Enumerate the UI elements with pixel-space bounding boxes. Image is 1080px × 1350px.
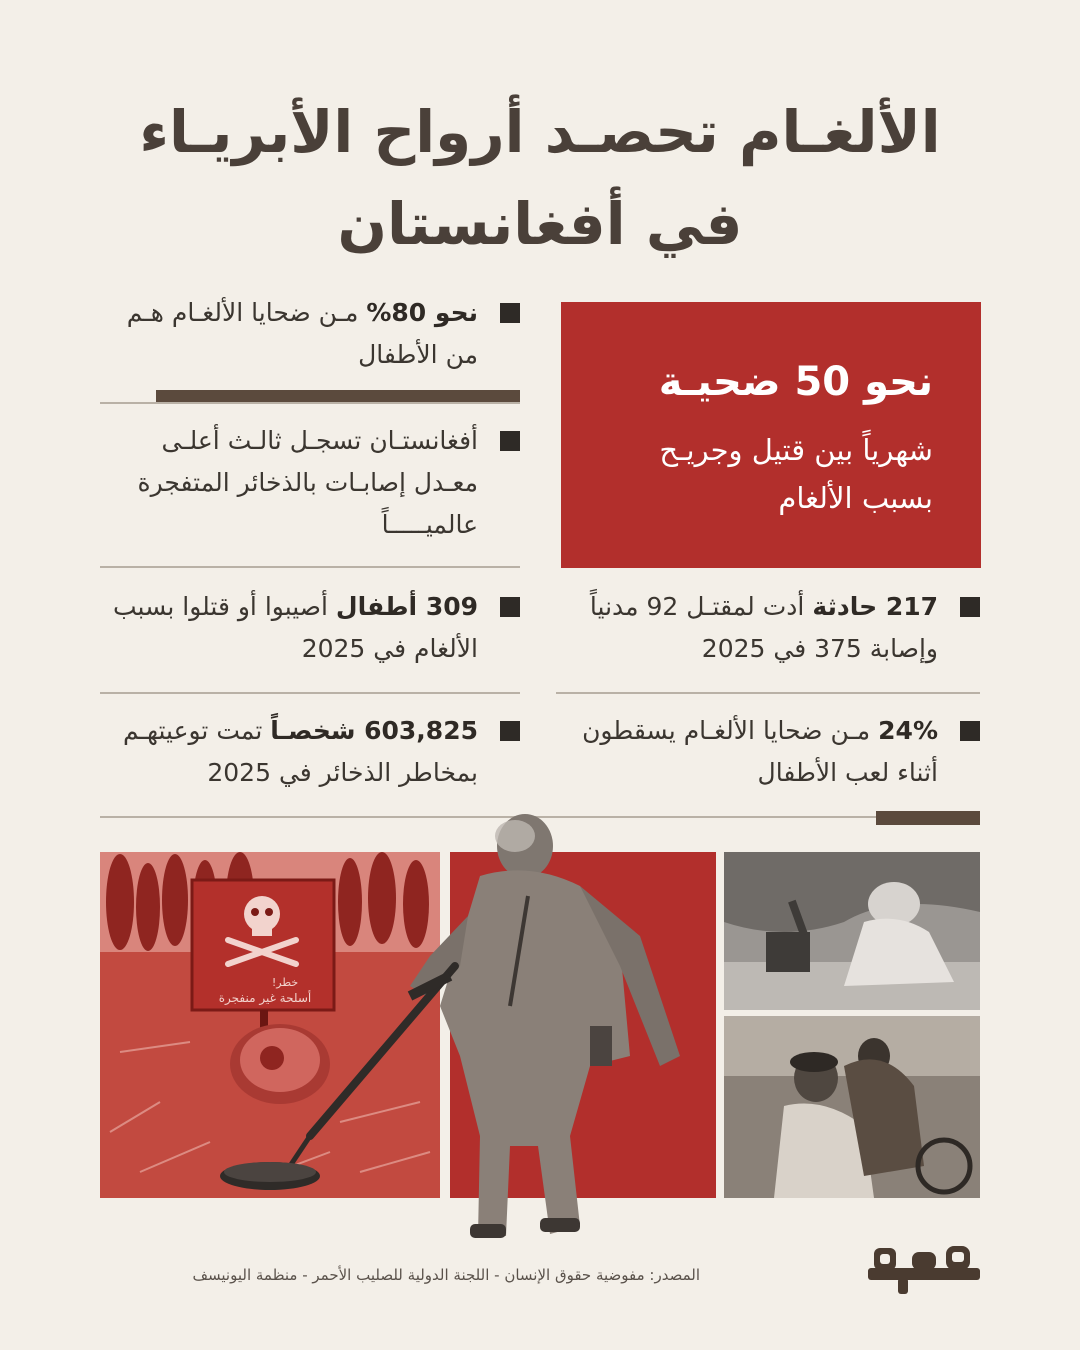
stat-bold: 309 أطفال [335,592,478,621]
highlight-sub-line-2: بسبب الألغام [778,481,933,515]
title-line-1: الألغـام تحصـد أرواح الأبريـاء [139,98,941,166]
injured-child-photo [724,1016,980,1198]
page-title [60,86,1020,270]
stat-text: مـن ضحايا الألغـام هـم من الأطفال [126,298,478,369]
sifr-logo-icon [868,1240,980,1296]
stat-text: مـن ضحايا الألغـام يسقطون أثناء لعب الأطفال [582,716,938,787]
accent-divider [876,811,980,825]
divider [100,692,520,694]
bullet-square-icon [500,303,520,323]
highlight-box [561,302,981,568]
sign-text-line-1: خطر! [271,976,299,989]
stat-incidents [556,586,980,670]
stat-text: تمت توعيتهـم بمخاطر الذخائر في 2025 [123,716,478,787]
stat-third-highest [100,420,520,546]
bullet-square-icon [500,597,520,617]
stat-children-2025 [100,586,520,670]
highlight-headline: نحو 50 ضحيـة [658,359,933,405]
bullet-square-icon [500,721,520,741]
title-line-2: في أفغانستان [337,190,743,258]
stat-bold: 217 حادثة [812,592,938,621]
stat-text: أدت لمقتـل 92 مدنياً وإصابة 375 في 2025 [589,592,938,663]
stat-bold: 24% [878,716,938,745]
stat-children-share [100,292,520,376]
sign-text-line-2: أسلحة غير منفجرة [218,991,312,1005]
divider [556,692,980,694]
stat-awareness [100,710,520,794]
deminer-kneeling-photo [724,852,980,1010]
highlight-sub [591,426,933,522]
stat-playing-share [556,710,980,794]
stat-text: أفغانستـان تسجـل ثالـث أعلـى معـدل إصابـات بالذخائر المتفجرة عالميـــــاً [137,426,478,539]
bullet-square-icon [960,721,980,741]
divider [100,566,520,568]
stat-text: أصيبوا أو قتلوا بسبب الألغام في 2025 [112,592,478,663]
source-note: المصدر: مفوضية حقوق الإنسان - اللجنة الدولية للصليب الأحمر - منظمة اليونيسف [192,1266,700,1284]
stat-bold: 603,825 شخصـاً [270,716,478,745]
bullet-square-icon [960,597,980,617]
bullet-square-icon [500,431,520,451]
stat-bold: نحو 80% [366,298,478,327]
highlight-sub-line-1: شهرياً بين قتيل وجريـح [659,433,933,467]
divider [100,402,520,404]
deminer-figure [210,806,730,1242]
